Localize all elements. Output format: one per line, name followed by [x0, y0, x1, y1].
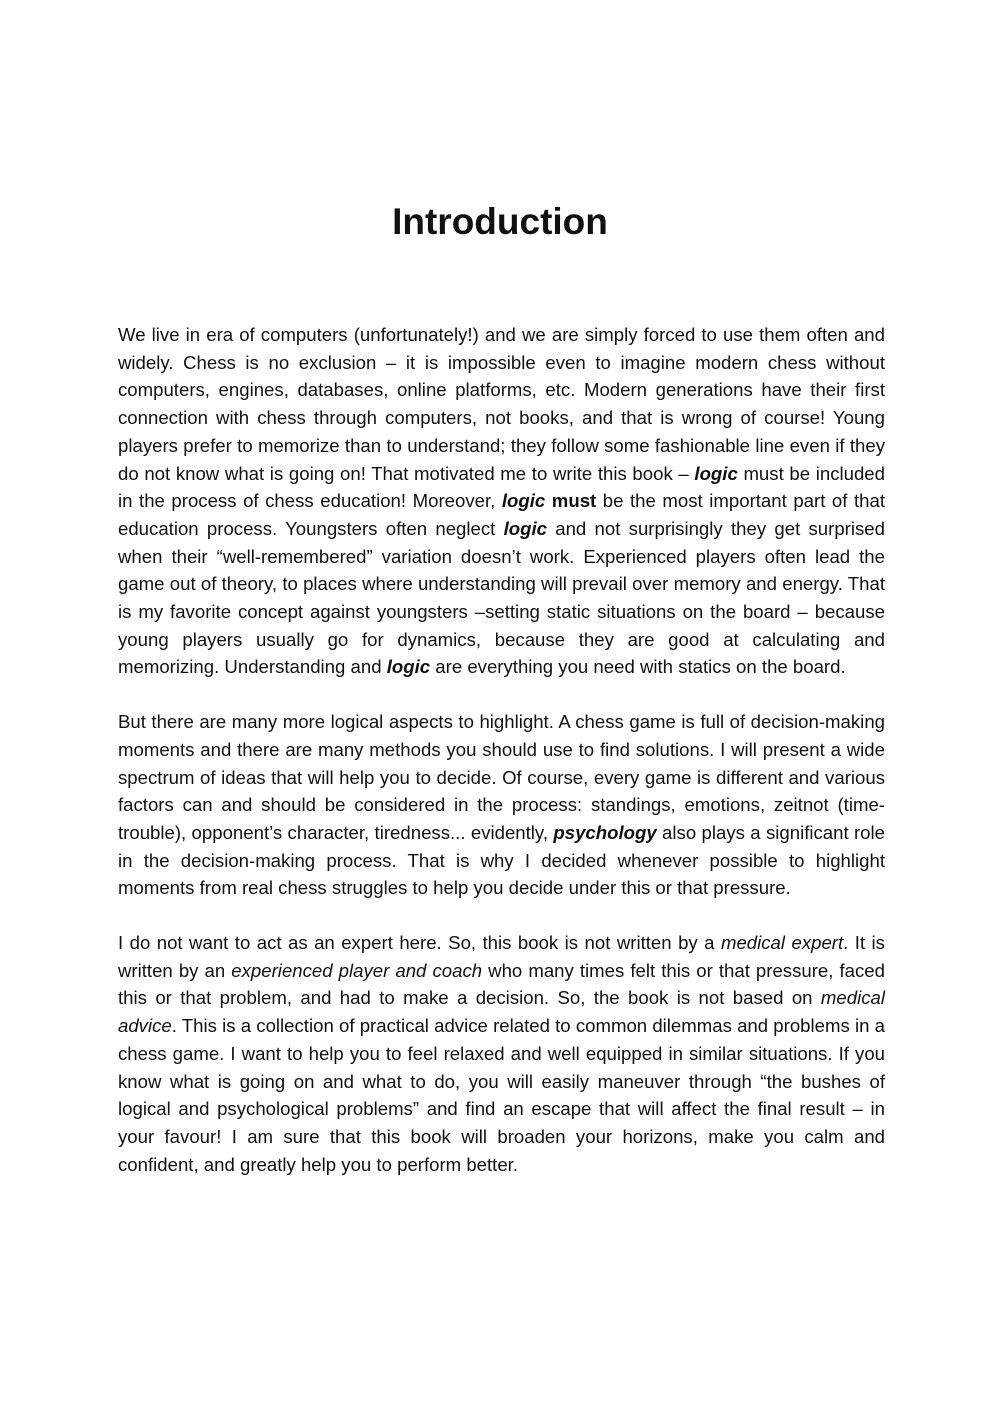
body-text-run: be the most important part of that education process. Youngsters often neglect: [118, 490, 885, 539]
paragraph: [118, 929, 885, 1178]
emphasis-text: logic: [694, 462, 738, 484]
body-text-run: We live in era of computers (unfortunately!) and we are simply forced to use them often and widely. Chess is no exclusion – it is impossible even to imagine modern chess without computers, engines, databases, online platforms, etc. Modern generations have their first connection with chess through computers, not books, and that is wrong of course! Young players prefer to memorize than to understand; they follow some fashionable line even if they do not know what is going on! That motivated me to write this book –: [118, 324, 885, 484]
body-text-run: But there are many more logical aspects to highlight. A chess game is full of decision-making moments and there are many methods you should use to find solutions. I will present a wide spectrum of ideas that will help you to decide. Of course, every game is different and various factors can and should be considered in the process: standings, emotions, zeitnot (time-trouble), opponent’s character, tiredness... evidently,: [118, 711, 885, 843]
body-text-run: are everything you need with statics on the board.: [430, 656, 846, 678]
emphasis-text: logic: [503, 517, 547, 539]
emphasis-text: medical expert: [720, 932, 844, 954]
paragraph: [118, 708, 885, 902]
paragraph: [118, 321, 885, 681]
emphasis-text: logic: [386, 656, 431, 678]
emphasis-text: psychology: [553, 821, 657, 843]
body-text-run: must be included in the process of chess education! Moreover,: [118, 462, 885, 512]
body-text-run: also plays a significant role in the decision-making process. That is why I decided whenever possible to highlight moments from real chess struggles to help you decide under this or that pressure.: [118, 821, 885, 899]
emphasis-text: must: [551, 490, 597, 512]
body-text-run: . This is a collection of practical advice related to common dilemmas and problems in a chess game. I want to help you to feel relaxed and well equipped in similar situations. If you know what is going on and what to do, you will easily maneuver through “the bushes of logical and psychological problems” and find an escape that will affect the final result – in your favour! I am sure that this book will broaden your horizons, make you calm and confident, and greatly help you to perform better.: [118, 1015, 885, 1175]
body-text: [118, 321, 885, 1205]
body-text-run: and not surprisingly they get surprised when their “well-remembered” variation doesn’t work. Experienced players often lead the game out of theory, to places where understanding will prevail over memory and energy. That is my favorite concept against youngsters –setting static situations on the board – because young players usually go for dynamics, because they are good at calculating and memorizing. Understanding and: [118, 517, 885, 678]
body-text-run: who many times felt this or that pressure, faced this or that problem, and had to make a decision. So, the book is not based on: [118, 959, 885, 1009]
body-text-run: . It is written by an: [118, 932, 885, 981]
emphasis-text: logic: [501, 490, 546, 512]
emphasis-text: experienced player and coach: [231, 959, 483, 981]
body-text-run: I do not want to act as an expert here. So, this book is not written by a: [118, 932, 721, 954]
emphasis-text: medical advice: [118, 987, 885, 1037]
chapter-title: Introduction: [392, 201, 608, 242]
